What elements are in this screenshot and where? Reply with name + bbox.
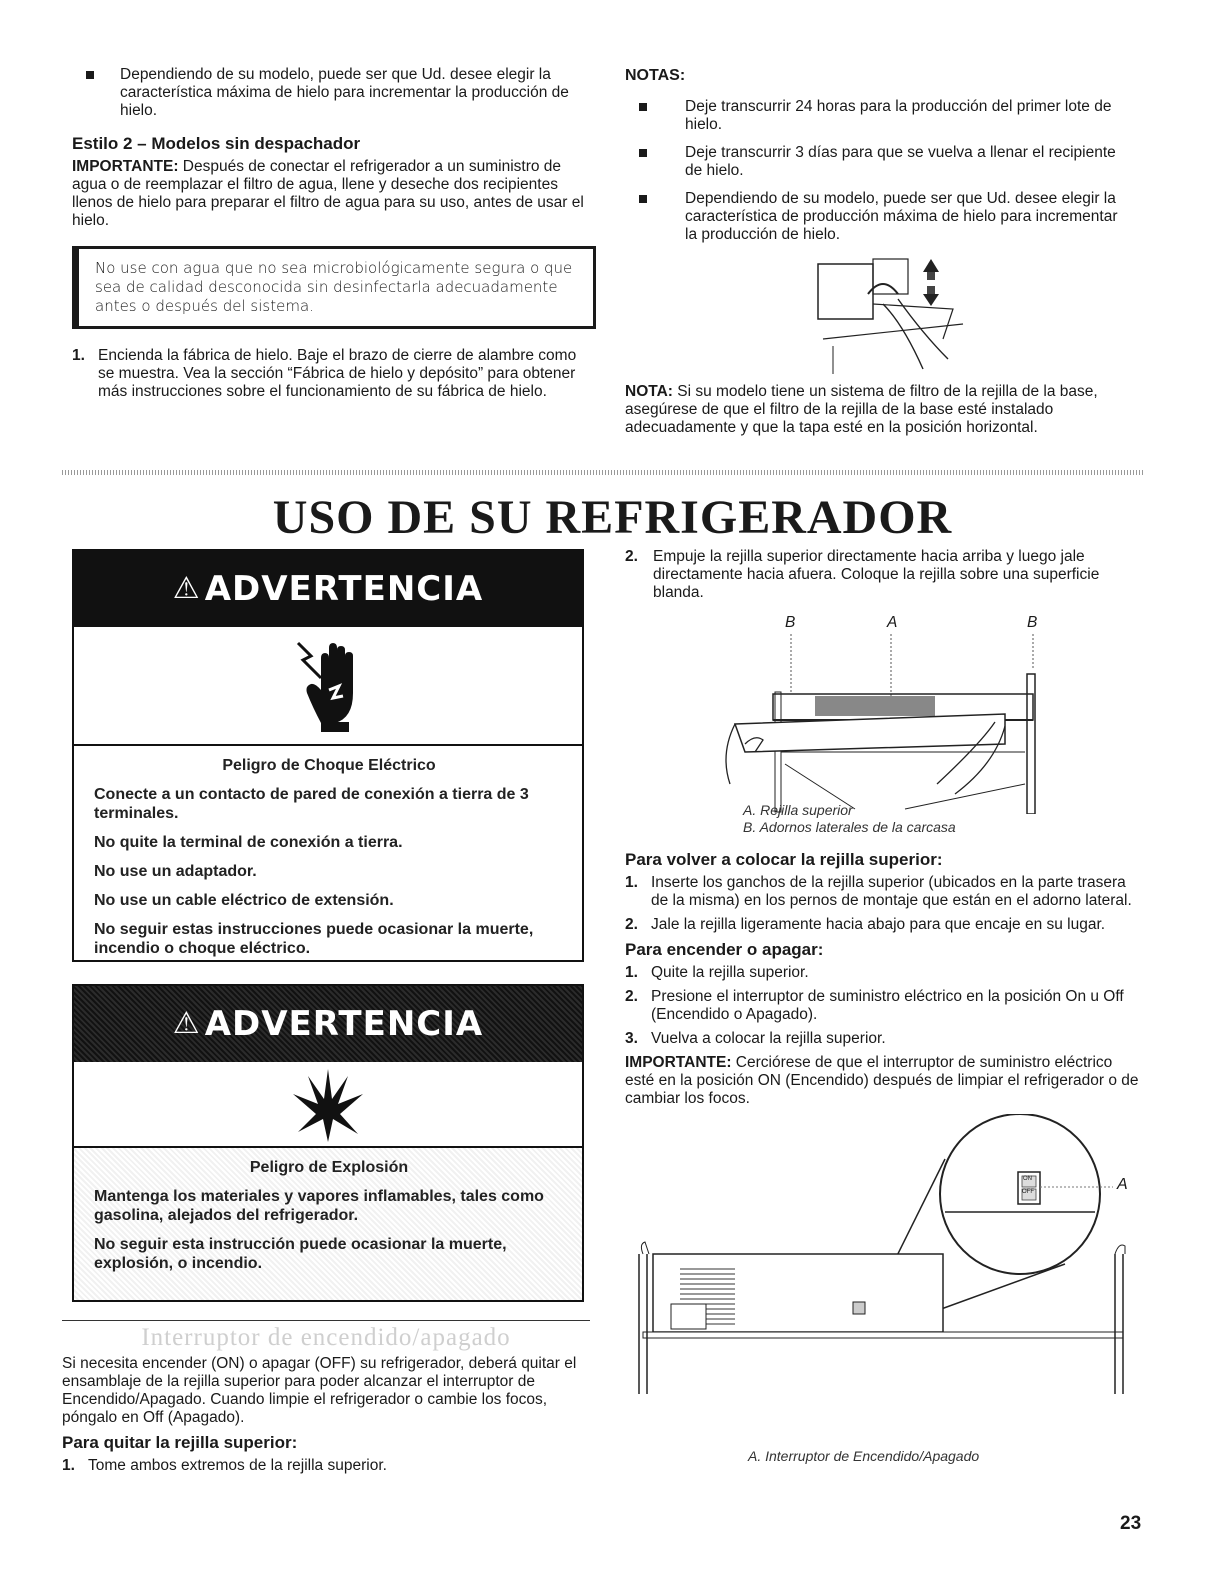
important-label: IMPORTANTE: <box>625 1054 732 1071</box>
step-number: 2. <box>625 988 638 1005</box>
note-item: Deje transcurrir 24 horas para la producción del primer lote de hielo. <box>625 98 1125 134</box>
switch-label-on: ON <box>1023 1176 1032 1182</box>
warning-header-text: ADVERTENCIA <box>204 569 484 609</box>
right-bottom-column <box>625 548 1145 1414</box>
remove-step <box>62 1457 590 1475</box>
important-text: Cerciórese de que el interruptor de suministro eléctrico esté en la posición ON (Encendido) después de limpiar el refrigerador o de cambiar los focos. <box>625 1054 1139 1107</box>
warning-triangle-icon: ⚠ <box>172 571 201 606</box>
style2-heading: Estilo 2 – Modelos sin despachador <box>72 134 361 153</box>
warning-box-electric <box>72 549 584 962</box>
switch-diagram <box>625 1114 1145 1414</box>
diagram-label-b-right: B <box>1027 614 1038 631</box>
switch-section-heading: Interruptor de encendido/apagado <box>141 1324 511 1351</box>
step-number: 2. <box>625 916 638 933</box>
step-2 <box>625 548 1145 602</box>
warning-line: No seguir esta instrucción puede ocasionar la muerte, explosión, o incendio. <box>94 1236 507 1272</box>
step-text: Encienda la fábrica de hielo. Baje el brazo de cierre de alambre como se muestra. Vea la sección “Fábrica de hielo y depósito” para obtener más instrucciones sobre el funcionamiento de su fábrica de hielo. <box>98 347 577 400</box>
onoff-heading: Para encender o apagar: <box>625 940 824 959</box>
warning-line: No quite la terminal de conexión a tierra. <box>94 834 403 851</box>
step-text: Quite la rejilla superior. <box>651 964 809 981</box>
onoff-step <box>625 988 1145 1024</box>
warning-line: No use un adaptador. <box>94 863 257 880</box>
note-item: Deje transcurrir 3 días para que se vuelva a llenar el recipiente de hielo. <box>625 144 1125 180</box>
caption-a: A. Rejilla superior <box>743 802 853 818</box>
step-text: Jale la rejilla ligeramente hacia abajo para que encaje en su lugar. <box>651 916 1106 933</box>
warning-line: No seguir estas instrucciones puede ocasionar la muerte, incendio o choque eléctrico. <box>94 921 534 957</box>
section-title: USO DE SU REFRIGERADOR <box>272 491 953 544</box>
step-number: 2. <box>625 548 638 565</box>
warning-box-explosion <box>72 984 584 1302</box>
nota-paragraph <box>625 383 1125 437</box>
warning-triangle-icon: ⚠ <box>172 1006 201 1041</box>
nota-text: Si su modelo tiene un sistema de filtro de la rejilla de la base, asegúrese de que el filtro de la rejilla de la base esté instalado adecuadamente y que la tapa esté en la posición horizontal. <box>625 383 1098 436</box>
diagram-label-b-left: B <box>785 614 796 631</box>
grille-illustration <box>625 634 1145 814</box>
nota-label: NOTA: <box>625 383 673 400</box>
switch-label-off: OFF <box>1022 1189 1034 1195</box>
warning-title: Peligro de Choque Eléctrico <box>222 757 436 774</box>
electric-shock-hand-icon <box>74 627 582 746</box>
switch-illustration <box>625 1114 1145 1394</box>
switch-section-rule <box>62 1320 590 1321</box>
step-number: 3. <box>625 1030 638 1047</box>
important-paragraph <box>72 158 592 230</box>
warning-header <box>74 986 582 1062</box>
step-number: 1. <box>62 1457 75 1474</box>
warning-line: Mantenga los materiales y vapores inflamables, tales como gasolina, alejados del refrigerador. <box>94 1188 544 1224</box>
warning-line: No use un cable eléctrico de extensión. <box>94 892 394 909</box>
warning-line: Conecte a un contacto de pared de conexión a tierra de 3 terminales. <box>94 786 529 822</box>
important-text: Después de conectar el refrigerador a un suministro de agua o de reemplazar el filtro de agua, llene y deseche dos recipientes llenos de hielo para preparar el filtro de agua para su uso, antes de usar el hielo. <box>72 158 584 229</box>
switch-intro: Si necesita encender (ON) o apagar (OFF) su refrigerador, deberá quitar el ensamblaje de la rejilla superior para poder alcanzar el interruptor de Encendido/Apagado. Cuando limpie el refrigerador o cambie los focos, póngalo en Off (Apagado). <box>62 1355 577 1426</box>
bullet-max-ice: Dependiendo de su modelo, puede ser que Ud. desee elegir la característica máxima de hielo para incrementar la producción de hielo. <box>72 66 592 120</box>
caption-b: B. Adornos laterales de la carcasa <box>743 819 956 835</box>
warning-body <box>74 1148 582 1285</box>
important-onoff <box>625 1054 1145 1108</box>
left-top-column <box>72 66 592 407</box>
explosion-icon <box>74 1062 582 1148</box>
step-text: Presione el interruptor de suministro eléctrico en la posición On u Off (Encendido o Apagado). <box>651 988 1124 1023</box>
right-top-column <box>625 66 1125 443</box>
step-text: Empuje la rejilla superior directamente hacia arriba y luego jale directamente hacia afuera. Coloque la rejilla sobre una superficie blanda. <box>653 548 1100 601</box>
step-text: Tome ambos extremos de la rejilla superior. <box>88 1457 387 1474</box>
diagram-label-a: A <box>887 614 898 631</box>
warning-header <box>74 551 582 627</box>
step-number: 1. <box>625 874 638 891</box>
important-label: IMPORTANTE: <box>72 158 179 175</box>
step-number: 1. <box>72 347 85 364</box>
warning-body <box>74 746 582 970</box>
step-1 <box>72 347 592 401</box>
grille-diagram <box>625 608 1145 848</box>
replace-grille-heading: Para volver a colocar la rejilla superior: <box>625 850 943 869</box>
step-number: 1. <box>625 964 638 981</box>
warning-header-text: ADVERTENCIA <box>204 1004 484 1044</box>
remove-grille-heading: Para quitar la rejilla superior: <box>62 1433 298 1452</box>
notas-label: NOTAS: <box>625 67 686 84</box>
onoff-step <box>625 964 1145 982</box>
page-number: 23 <box>1120 1513 1142 1534</box>
ice-maker-arm-illustration <box>813 254 973 379</box>
switch-label-a: A <box>1117 1176 1128 1193</box>
replace-step <box>625 874 1145 910</box>
onoff-step <box>625 1030 1145 1048</box>
switch-caption: A. Interruptor de Encendido/Apagado <box>748 1448 980 1464</box>
note-item: Dependiendo de su modelo, puede ser que Ud. desee elegir la característica de producción máxima de hielo para incrementar la producción de hielo. <box>625 190 1125 244</box>
warning-title: Peligro de Explosión <box>249 1159 409 1176</box>
step-text: Inserte los ganchos de la rejilla superior (ubicados en la parte trasera de la misma) en los pernos de montaje que están en el adorno lateral. <box>651 874 1132 909</box>
switch-section <box>62 1320 590 1481</box>
step-text: Vuelva a colocar la rejilla superior. <box>651 1030 886 1047</box>
section-divider <box>62 470 1144 475</box>
water-safety-notebox: No use con agua que no sea microbiológicamente segura o que sea de calidad desconocida sin desinfectarla adecuadamente antes o después del sistema. <box>72 246 596 329</box>
replace-step <box>625 916 1145 934</box>
